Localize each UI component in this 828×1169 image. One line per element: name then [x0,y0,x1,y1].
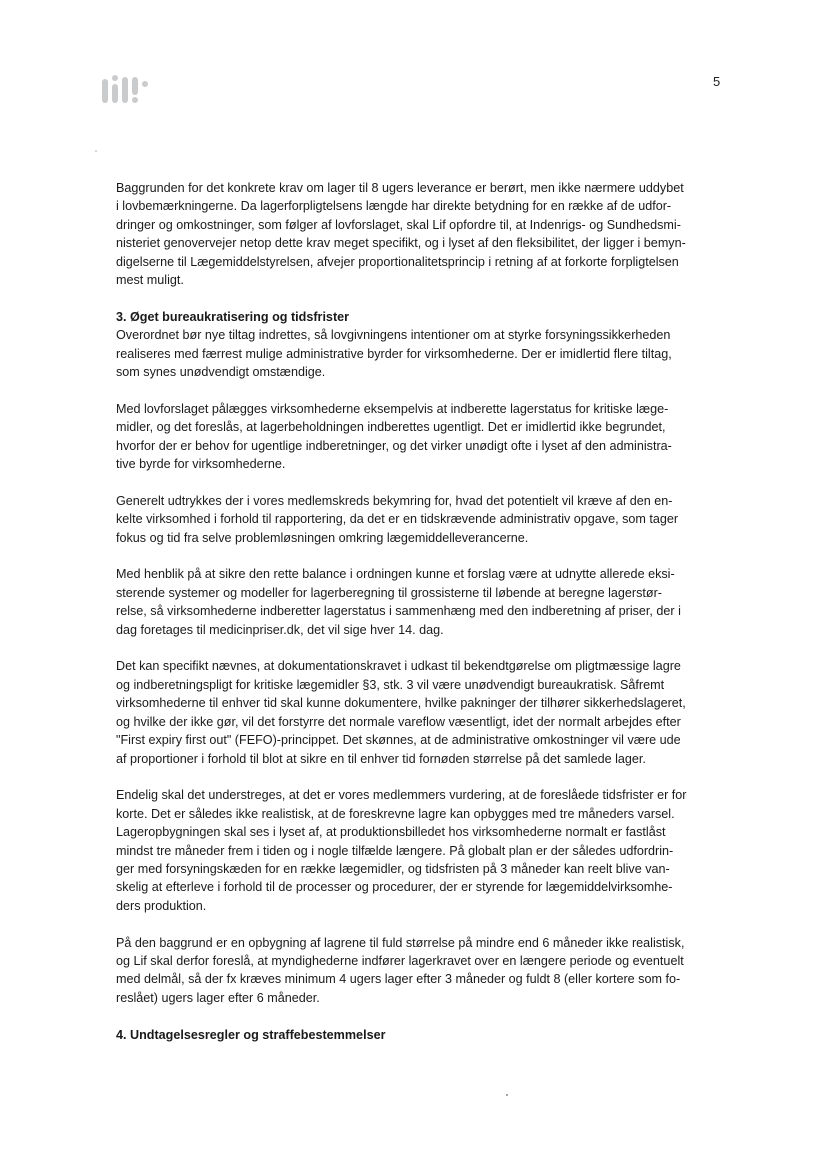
section-heading: 4. Undtagelsesregler og straffebestemmelser [116,1027,386,1042]
paragraph: På den baggrund er en opbygning af lagrene til fuld størrelse på mindre end 6 måneder ikke realistisk, og Lif skal derfor foreslå, at myndighederne indfører lagerkravet over en længere periode og eventuelt med delmål, så der fx kræves minimum 4 ugers lager efter 3 måneder og fuldt 8 (eller kortere som fo- reslået) ugers lager efter 6 måneder. [116,935,685,1005]
paragraph: Overordnet bør nye tiltag indrettes, så lovgivningens intentioner om at styrke forsyningssikkerheden realiseres med færrest mulige administrative byrder for virksomhederne. Der er imidlertid flere tiltag, som synes unødvendigt omstændige. [116,328,672,380]
page-number: 5 [713,74,721,89]
paragraph: Generelt udtrykkes der i vores medlemskreds bekymring for, hvad det potentielt vil kræve af den en- kelte virksomhed i forhold til rapportering, da det er en tidskrævende administrativ opgave, som tager fokus og tid fra selve problemløsningen omkring lægemiddelleverancerne. [116,493,679,545]
paragraph: Med henblik på at sikre den rette balance i ordningen kunne et forslag være at udnytte allerede eksi- sterende systemer og modeller for lagerberegning til grossisterne til løbende at beregne lagerstør- relse, så virksomhederne indberetter lagerstatus i sammenhæng med den indberetning af priser, der i dag foretages til medicinpriser.dk, det vil sige hver 14. dag. [116,567,681,637]
paragraph: Baggrunden for det konkrete krav om lager til 8 ugers leverance er berørt, men ikke nærmere uddybet i lovbemærkningerne. Da lagerforpligtelsens længde har direkte betydning for en række af de udfor- dringer og omkostninger, som følger af lovforslaget, skal Lif opfordre til, at Indenrigs- og Sundhedsmi- nisteriet genovervejer netop dette krav meget specifikt, og i lyset af den fleksibilitet, der ligger i bemyn- digelserne til Lægemiddelstyrelsen, afvejer proportionalitetsprincip i retning af at forkorte forpligtelsen mest muligt. [116,181,686,288]
paragraph: Endelig skal det understreges, at det er vores medlemmers vurdering, at de foreslåede tidsfrister er for korte. Det er således ikke realistisk, at de foreskrevne lagre kan opbygges med tre måneders varsel. Lageropbygningen skal ses i lyset af, at produktionsbilledet hos virksomhederne normalt er fastlåst mindst tre måneder frem i tiden og i nogle tilfælde længere. På globalt plan er der således udfordrin- ger med forsyningskæden for en række lægemidler, og tidsfristen på 3 måneder kan reelt blive van- skelig at efterleve i forhold til de processer og procedurer, der er styrende for lægemiddelvirksomhe- ders produktion. [116,788,687,913]
lif-logo-icon [102,74,152,104]
paragraph: Med lovforslaget pålægges virksomhederne eksempelvis at indberette lagerstatus for kritiske læge- midler, og det foreslås, at lagerbeholdningen indberettes ugentligt. Det er imidlertid ikke begrundet, hvorfor der er behov for ugentlige indberetninger, og det virker unødigt ofte i lyset af den administra- tive byrde for virksomhederne. [116,401,672,472]
paragraph: Det kan specifikt nævnes, at dokumentationskravet i udkast til bekendtgørelse om pligtmæssige lagre og indberetningspligt for kritiske lægemidler §3, stk. 3 vil være unødvendigt bureaukratisk. Såfremt virksomhederne til enhver tid skal kunne dokumentere, hvilke pakninger der tilhører sikkerhedslageret, og hvilke der ikke gør, vil det forstyrre det normale vareflow væsentligt, idet der normalt arbejdes efter "First expiry first out" (FEFO)-princippet. Det skønnes, at de administrative omkostninger vil være ude af proportioner i forhold til blot at sikre en til enhver tid fornøden størrelse på det samlede lager. [116,659,686,766]
section-heading: 3. Øget bureaukratisering og tidsfrister [116,309,350,324]
document-body [116,179,728,1044]
scan-speck [95,150,97,152]
scan-speck [506,1094,508,1096]
